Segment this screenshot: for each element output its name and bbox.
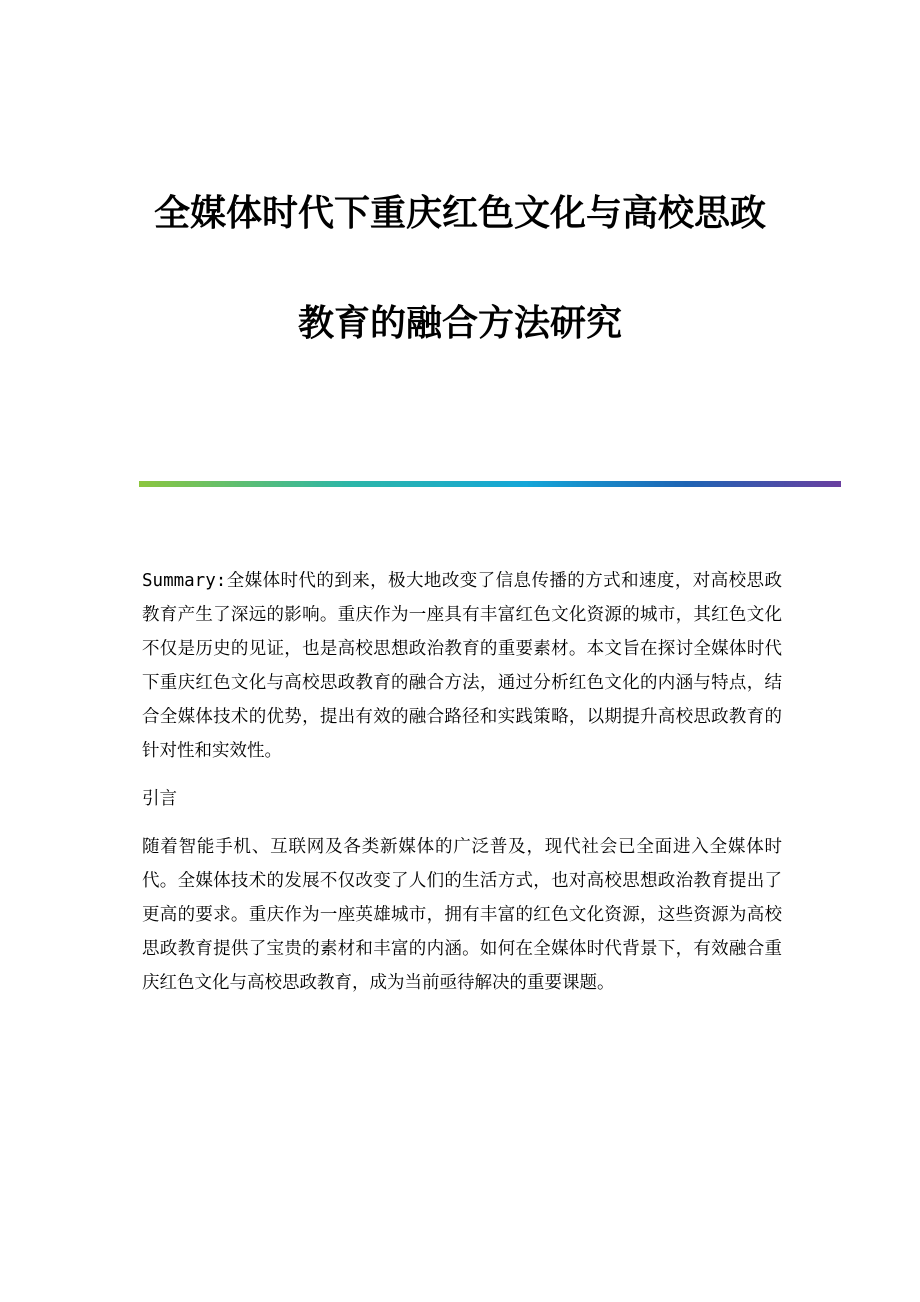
document-body: [142, 564, 782, 1014]
summary-paragraph: Summary:全媒体时代的到来，极大地改变了信息传播的方式和速度，对高校思政教育产生了深远的影响。重庆作为一座具有丰富红色文化资源的城市，其红色文化不仅是历史的见证，也是高校思想政治教育的重要素材。本文旨在探讨全媒体时代下重庆红色文化与高校思政教育的融合方法，通过分析红色文化的内涵与特点，结合全媒体技术的优势，提出有效的融合路径和实践策略，以期提升高校思政教育的针对性和实效性。: [142, 571, 782, 761]
section-heading-introduction: 引言: [142, 789, 177, 809]
gradient-divider: [139, 481, 841, 487]
title-line-2: 教育的融合方法研究: [297, 302, 622, 344]
introduction-paragraph: 随着智能手机、互联网及各类新媒体的广泛普及，现代社会已全面进入全媒体时代。全媒体技术的发展不仅改变了人们的生活方式，也对高校思想政治教育提出了更高的要求。重庆作为一座英雄城市，拥有丰富的红色文化资源，这些资源为高校思政教育提供了宝贵的素材和丰富的内涵。如何在全媒体时代背景下，有效融合重庆红色文化与高校思政教育，成为当前亟待解决的重要课题。: [142, 837, 782, 993]
title-line-1: 全媒体时代下重庆红色文化与高校思政: [153, 192, 766, 234]
document-title: [0, 185, 920, 351]
